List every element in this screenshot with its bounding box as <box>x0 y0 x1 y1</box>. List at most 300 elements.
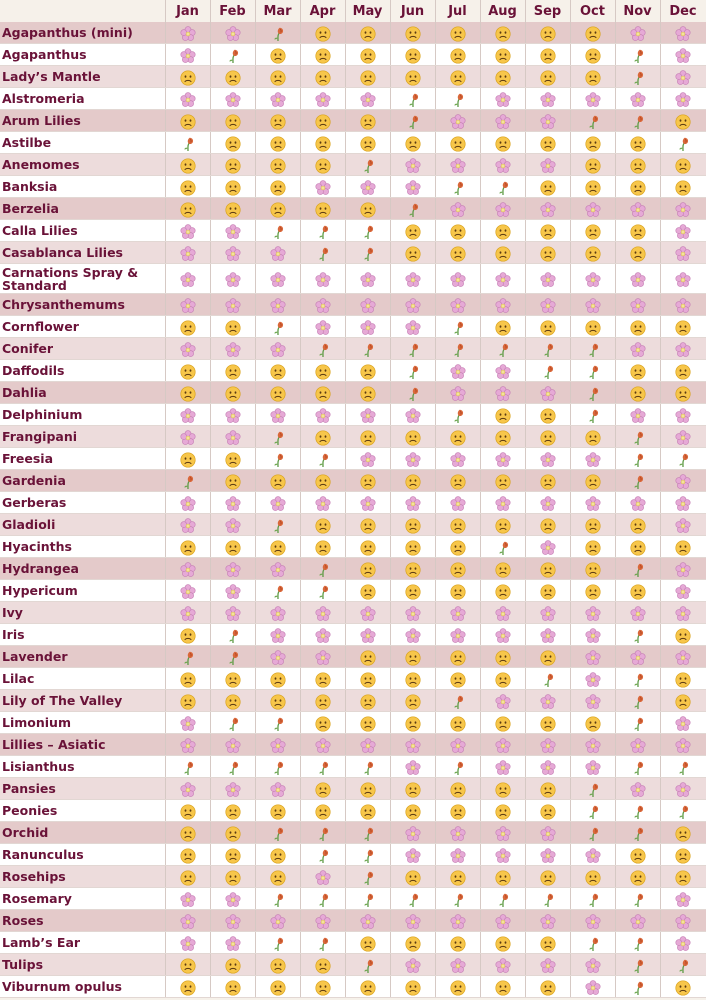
sad-face-icon <box>225 452 241 468</box>
blossom-icon <box>270 650 286 666</box>
month-cell-may <box>345 360 390 382</box>
month-cell-jul <box>435 470 480 492</box>
month-cell-oct <box>570 712 615 734</box>
month-cell-nov <box>615 536 660 558</box>
blossom-icon <box>495 202 511 218</box>
table-row <box>0 110 706 132</box>
sad-face-icon <box>360 202 376 218</box>
month-cell-oct <box>570 22 615 44</box>
flower-name: Banksia <box>0 176 165 198</box>
blossom-icon <box>675 936 691 952</box>
month-cell-jun <box>390 360 435 382</box>
blossom-icon <box>270 782 286 798</box>
month-cell-apr <box>300 154 345 176</box>
month-cell-dec <box>660 976 706 998</box>
blossom-icon <box>585 980 601 996</box>
month-cell-jul <box>435 514 480 536</box>
blossom-icon <box>360 298 376 314</box>
month-cell-aug <box>480 624 525 646</box>
table-row <box>0 22 706 44</box>
month-cell-apr <box>300 690 345 712</box>
month-cell-nov <box>615 404 660 426</box>
month-cell-jan <box>165 514 210 536</box>
month-cell-mar <box>255 198 300 220</box>
flower-name: Lilac <box>0 668 165 690</box>
month-cell-jun <box>390 954 435 976</box>
flower-name: Pansies <box>0 778 165 800</box>
blossom-icon <box>405 628 421 644</box>
month-cell-oct <box>570 44 615 66</box>
month-cell-oct <box>570 536 615 558</box>
month-cell-feb <box>210 470 255 492</box>
month-cell-jul <box>435 448 480 470</box>
wilted-rose-icon <box>585 342 601 358</box>
blossom-icon <box>405 958 421 974</box>
month-header-row <box>0 0 706 22</box>
sad-face-icon <box>540 518 556 534</box>
month-cell-sep <box>525 536 570 558</box>
sad-face-icon <box>540 716 556 732</box>
month-cell-mar <box>255 910 300 932</box>
blossom-icon <box>180 408 196 424</box>
month-cell-aug <box>480 220 525 242</box>
wilted-rose-icon <box>630 452 646 468</box>
month-cell-mar <box>255 580 300 602</box>
table-row <box>0 580 706 602</box>
wilted-rose-icon <box>225 48 241 64</box>
blossom-icon <box>405 826 421 842</box>
table-row <box>0 360 706 382</box>
month-cell-feb <box>210 822 255 844</box>
month-cell-may <box>345 448 390 470</box>
month-cell-jul <box>435 44 480 66</box>
blossom-icon <box>540 628 556 644</box>
wilted-rose-icon <box>540 364 556 380</box>
wilted-rose-icon <box>450 320 466 336</box>
month-cell-oct <box>570 888 615 910</box>
wilted-rose-icon <box>360 224 376 240</box>
month-cell-jan <box>165 132 210 154</box>
wilted-rose-icon <box>180 136 196 152</box>
wilted-rose-icon <box>270 760 286 776</box>
month-cell-mar <box>255 66 300 88</box>
month-cell-apr <box>300 712 345 734</box>
month-cell-dec <box>660 154 706 176</box>
wilted-rose-icon <box>270 518 286 534</box>
month-cell-sep <box>525 470 570 492</box>
sad-face-icon <box>585 224 601 240</box>
blossom-icon <box>225 298 241 314</box>
sad-face-icon <box>630 224 646 240</box>
month-cell-jul <box>435 976 480 998</box>
blossom-icon <box>270 562 286 578</box>
month-cell-sep <box>525 316 570 338</box>
sad-face-icon <box>450 672 466 688</box>
month-cell-mar <box>255 110 300 132</box>
table-row <box>0 624 706 646</box>
month-cell-mar <box>255 624 300 646</box>
flower-name: Hydrangea <box>0 558 165 580</box>
blossom-icon <box>675 892 691 908</box>
month-cell-jul <box>435 426 480 448</box>
sad-face-icon <box>180 364 196 380</box>
sad-face-icon <box>585 246 601 262</box>
month-cell-oct <box>570 624 615 646</box>
month-cell-feb <box>210 176 255 198</box>
blossom-icon <box>405 158 421 174</box>
month-cell-nov <box>615 910 660 932</box>
table-row <box>0 338 706 360</box>
month-cell-apr <box>300 668 345 690</box>
month-cell-jun <box>390 624 435 646</box>
blossom-icon <box>540 694 556 710</box>
sad-face-icon <box>405 716 421 732</box>
month-cell-dec <box>660 712 706 734</box>
month-cell-mar <box>255 404 300 426</box>
sad-face-icon <box>360 48 376 64</box>
sad-face-icon <box>405 782 421 798</box>
month-cell-sep <box>525 220 570 242</box>
wilted-rose-icon <box>405 114 421 130</box>
wilted-rose-icon <box>495 540 511 556</box>
month-cell-nov <box>615 690 660 712</box>
month-cell-may <box>345 294 390 316</box>
blossom-icon <box>585 650 601 666</box>
sad-face-icon <box>225 826 241 842</box>
month-cell-jun <box>390 690 435 712</box>
month-cell-apr <box>300 822 345 844</box>
month-cell-nov <box>615 866 660 888</box>
blossom-icon <box>450 958 466 974</box>
sad-face-icon <box>270 474 286 490</box>
sad-face-icon <box>495 870 511 886</box>
flower-name: Gladioli <box>0 514 165 536</box>
sad-face-icon <box>180 980 196 996</box>
sad-face-icon <box>315 540 331 556</box>
flower-name: Agapanthus (mini) <box>0 22 165 44</box>
sad-face-icon <box>180 540 196 556</box>
blossom-icon <box>450 364 466 380</box>
month-cell-jul <box>435 932 480 954</box>
blossom-icon <box>180 92 196 108</box>
month-cell-jun <box>390 404 435 426</box>
month-cell-may <box>345 602 390 624</box>
sad-face-icon <box>585 540 601 556</box>
blossom-icon <box>405 848 421 864</box>
blossom-icon <box>540 958 556 974</box>
month-cell-jan <box>165 316 210 338</box>
sad-face-icon <box>180 180 196 196</box>
blossom-icon <box>495 958 511 974</box>
sad-face-icon <box>360 136 376 152</box>
wilted-rose-icon <box>405 364 421 380</box>
month-cell-aug <box>480 536 525 558</box>
month-cell-jan <box>165 602 210 624</box>
blossom-icon <box>675 496 691 512</box>
blossom-icon <box>495 826 511 842</box>
wilted-rose-icon <box>450 408 466 424</box>
month-cell-jul <box>435 558 480 580</box>
sad-face-icon <box>405 224 421 240</box>
blossom-icon <box>180 914 196 930</box>
month-cell-mar <box>255 338 300 360</box>
month-cell-aug <box>480 602 525 624</box>
month-cell-jul <box>435 154 480 176</box>
sad-face-icon <box>675 386 691 402</box>
month-cell-mar <box>255 176 300 198</box>
month-cell-apr <box>300 110 345 132</box>
month-cell-apr <box>300 976 345 998</box>
month-cell-aug <box>480 866 525 888</box>
blossom-icon <box>675 202 691 218</box>
sad-face-icon <box>180 694 196 710</box>
month-cell-oct <box>570 866 615 888</box>
month-cell-mar <box>255 932 300 954</box>
month-cell-jul <box>435 624 480 646</box>
table-row <box>0 220 706 242</box>
wilted-rose-icon <box>405 202 421 218</box>
sad-face-icon <box>225 980 241 996</box>
blossom-icon <box>405 452 421 468</box>
sad-face-icon <box>585 430 601 446</box>
wilted-rose-icon <box>450 694 466 710</box>
blossom-icon <box>675 430 691 446</box>
month-cell-feb <box>210 220 255 242</box>
sad-face-icon <box>360 114 376 130</box>
month-cell-mar <box>255 448 300 470</box>
month-cell-aug <box>480 910 525 932</box>
sad-face-icon <box>675 158 691 174</box>
month-cell-feb <box>210 22 255 44</box>
month-cell-aug <box>480 198 525 220</box>
month-cell-jul <box>435 242 480 264</box>
month-cell-apr <box>300 426 345 448</box>
blossom-icon <box>180 224 196 240</box>
table-row <box>0 910 706 932</box>
month-cell-aug <box>480 558 525 580</box>
blossom-icon <box>405 914 421 930</box>
wilted-rose-icon <box>630 826 646 842</box>
month-cell-aug <box>480 646 525 668</box>
month-cell-oct <box>570 668 615 690</box>
blossom-icon <box>495 496 511 512</box>
month-cell-oct <box>570 242 615 264</box>
blossom-icon <box>540 298 556 314</box>
wilted-rose-icon <box>360 826 376 842</box>
month-cell-aug <box>480 294 525 316</box>
wilted-rose-icon <box>630 936 646 952</box>
month-cell-jul <box>435 756 480 778</box>
month-cell-may <box>345 154 390 176</box>
month-cell-dec <box>660 426 706 448</box>
month-cell-jun <box>390 470 435 492</box>
blossom-icon <box>405 496 421 512</box>
table-row <box>0 132 706 154</box>
sad-face-icon <box>405 474 421 490</box>
blossom-icon <box>630 92 646 108</box>
blossom-icon <box>585 606 601 622</box>
month-cell-jun <box>390 66 435 88</box>
wilted-rose-icon <box>630 474 646 490</box>
month-cell-jun <box>390 734 435 756</box>
wilted-rose-icon <box>360 246 376 262</box>
month-cell-apr <box>300 624 345 646</box>
month-cell-sep <box>525 22 570 44</box>
sad-face-icon <box>540 26 556 42</box>
month-cell-may <box>345 976 390 998</box>
wilted-rose-icon <box>450 92 466 108</box>
sad-face-icon <box>675 870 691 886</box>
sad-face-icon <box>225 386 241 402</box>
sad-face-icon <box>315 364 331 380</box>
month-header-jun: Jun <box>390 0 435 22</box>
month-cell-may <box>345 44 390 66</box>
blossom-icon <box>585 848 601 864</box>
sad-face-icon <box>495 136 511 152</box>
wilted-rose-icon <box>675 760 691 776</box>
sad-face-icon <box>360 26 376 42</box>
month-cell-jan <box>165 844 210 866</box>
blossom-icon <box>360 320 376 336</box>
sad-face-icon <box>495 518 511 534</box>
wilted-rose-icon <box>585 782 601 798</box>
month-cell-feb <box>210 800 255 822</box>
sad-face-icon <box>225 540 241 556</box>
blossom-icon <box>495 92 511 108</box>
month-cell-oct <box>570 822 615 844</box>
month-cell-nov <box>615 66 660 88</box>
sad-face-icon <box>405 672 421 688</box>
month-cell-jan <box>165 242 210 264</box>
sad-face-icon <box>585 26 601 42</box>
blossom-icon <box>675 782 691 798</box>
month-cell-dec <box>660 404 706 426</box>
wilted-rose-icon <box>360 342 376 358</box>
month-cell-mar <box>255 492 300 514</box>
blossom-icon <box>540 848 556 864</box>
blossom-icon <box>360 738 376 754</box>
table-row <box>0 242 706 264</box>
blossom-icon <box>225 584 241 600</box>
blossom-icon <box>450 496 466 512</box>
month-cell-mar <box>255 866 300 888</box>
month-cell-aug <box>480 242 525 264</box>
sad-face-icon <box>540 136 556 152</box>
month-cell-sep <box>525 932 570 954</box>
month-cell-may <box>345 888 390 910</box>
month-cell-sep <box>525 44 570 66</box>
sad-face-icon <box>360 386 376 402</box>
sad-face-icon <box>180 452 196 468</box>
sad-face-icon <box>585 870 601 886</box>
month-cell-nov <box>615 976 660 998</box>
month-cell-jun <box>390 426 435 448</box>
blossom-icon <box>675 246 691 262</box>
month-cell-jul <box>435 668 480 690</box>
wilted-rose-icon <box>630 958 646 974</box>
sad-face-icon <box>360 518 376 534</box>
wilted-rose-icon <box>450 892 466 908</box>
blossom-icon <box>315 650 331 666</box>
blossom-icon <box>270 272 286 288</box>
month-cell-dec <box>660 690 706 712</box>
sad-face-icon <box>495 936 511 952</box>
sad-face-icon <box>315 386 331 402</box>
blossom-icon <box>225 892 241 908</box>
blossom-icon <box>450 914 466 930</box>
month-cell-nov <box>615 176 660 198</box>
month-cell-sep <box>525 844 570 866</box>
month-cell-jun <box>390 910 435 932</box>
month-cell-aug <box>480 316 525 338</box>
month-cell-aug <box>480 712 525 734</box>
table-row <box>0 690 706 712</box>
month-cell-apr <box>300 602 345 624</box>
blossom-icon <box>405 272 421 288</box>
month-cell-may <box>345 88 390 110</box>
month-cell-jul <box>435 492 480 514</box>
table-row <box>0 536 706 558</box>
month-cell-mar <box>255 132 300 154</box>
month-cell-jun <box>390 382 435 404</box>
month-cell-dec <box>660 88 706 110</box>
sad-face-icon <box>585 584 601 600</box>
flower-name: Arum Lilies <box>0 110 165 132</box>
blossom-icon <box>585 92 601 108</box>
month-cell-nov <box>615 734 660 756</box>
blossom-icon <box>270 496 286 512</box>
blossom-icon <box>180 782 196 798</box>
month-cell-oct <box>570 88 615 110</box>
sad-face-icon <box>180 628 196 644</box>
month-cell-jan <box>165 712 210 734</box>
month-cell-oct <box>570 734 615 756</box>
flower-name: Anemomes <box>0 154 165 176</box>
blossom-icon <box>630 202 646 218</box>
sad-face-icon <box>405 246 421 262</box>
blossom-icon <box>180 936 196 952</box>
month-cell-jul <box>435 66 480 88</box>
month-cell-may <box>345 844 390 866</box>
table-row <box>0 712 706 734</box>
wilted-rose-icon <box>450 760 466 776</box>
blossom-icon <box>540 914 556 930</box>
wilted-rose-icon <box>360 958 376 974</box>
month-cell-may <box>345 176 390 198</box>
month-cell-oct <box>570 382 615 404</box>
month-cell-jun <box>390 176 435 198</box>
blossom-icon <box>630 298 646 314</box>
sad-face-icon <box>225 804 241 820</box>
month-cell-jan <box>165 382 210 404</box>
table-row <box>0 426 706 448</box>
month-cell-oct <box>570 154 615 176</box>
month-cell-jul <box>435 800 480 822</box>
table-row <box>0 154 706 176</box>
blossom-icon <box>585 672 601 688</box>
blossom-icon <box>180 48 196 64</box>
sad-face-icon <box>675 980 691 996</box>
month-cell-aug <box>480 888 525 910</box>
month-cell-mar <box>255 668 300 690</box>
blossom-icon <box>495 386 511 402</box>
month-cell-mar <box>255 800 300 822</box>
month-cell-jul <box>435 844 480 866</box>
month-cell-oct <box>570 976 615 998</box>
month-cell-jan <box>165 976 210 998</box>
month-cell-jan <box>165 88 210 110</box>
blossom-icon <box>585 496 601 512</box>
